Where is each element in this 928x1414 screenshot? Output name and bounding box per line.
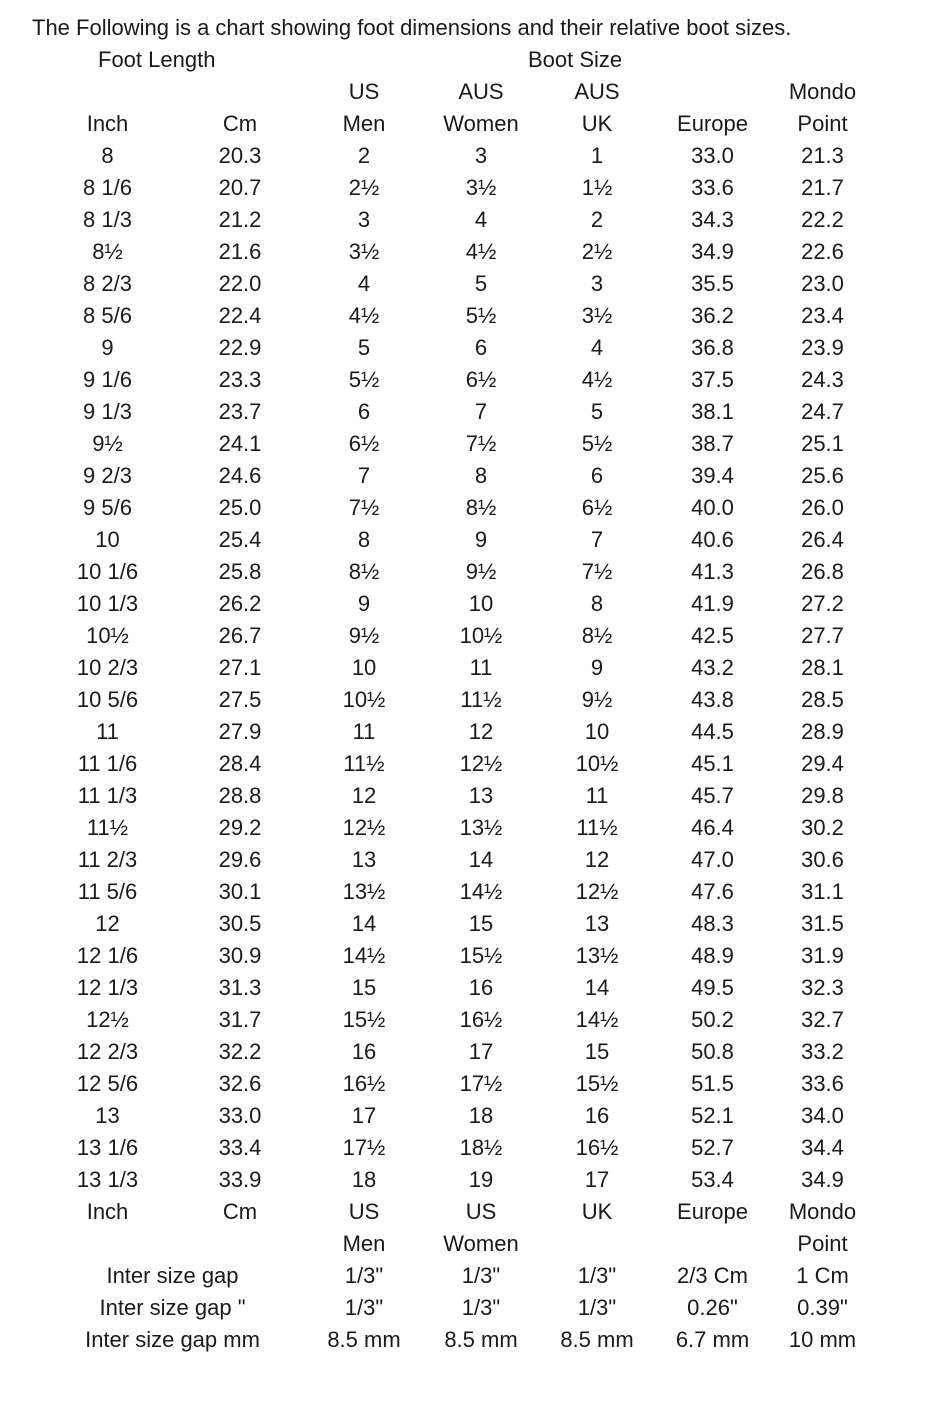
cell-inch: 12 1/6	[76, 943, 139, 968]
cell-inch: 9½	[92, 431, 123, 456]
cell-inch: 10 1/3	[76, 591, 139, 616]
cell-aus-uk: 7	[590, 527, 604, 552]
cell-us-men: 7	[357, 463, 371, 488]
cell-cm: 25.4	[218, 527, 262, 552]
cell-cm: 26.7	[218, 623, 262, 648]
cell-aus-women: 6	[474, 335, 488, 360]
cell-cm: 33.9	[218, 1167, 262, 1192]
cell-us-men: 4½	[348, 303, 380, 328]
cell-mondo-point: 32.7	[801, 1007, 844, 1032]
cell-aus-uk: 13½	[575, 943, 619, 968]
cell-mondo-point: 31.1	[801, 879, 844, 904]
cell-us-men: 6	[357, 399, 371, 424]
cell-cm: 22.0	[218, 271, 262, 296]
cell-mondo-point: 34.9	[801, 1167, 844, 1192]
gap-mondo-point: 10 mm	[788, 1327, 857, 1352]
cell-aus-women: 13	[468, 783, 494, 808]
header-aus-women: AUS	[458, 79, 504, 104]
footer-header-europe: Europe	[677, 1199, 748, 1224]
cell-inch: 9 2/3	[83, 463, 132, 488]
cell-europe: 43.8	[691, 687, 734, 712]
cell-mondo-point: 32.3	[801, 975, 844, 1000]
cell-aus-women: 5½	[465, 303, 497, 328]
cell-europe: 49.5	[691, 975, 734, 1000]
cell-aus-uk: 15	[584, 1039, 610, 1064]
cell-europe: 46.4	[691, 815, 734, 840]
cell-cm: 30.5	[218, 911, 262, 936]
cell-us-men: 4	[357, 271, 371, 296]
header-us-men: Men	[342, 111, 386, 136]
cell-europe: 43.2	[691, 655, 734, 680]
cell-aus-uk: 11	[585, 783, 609, 808]
cell-europe: 50.2	[691, 1007, 734, 1032]
cell-inch: 12 5/6	[76, 1071, 139, 1096]
cell-aus-women: 12½	[459, 751, 503, 776]
cell-mondo-point: 23.0	[801, 271, 844, 296]
cell-inch: 11 2/3	[77, 847, 138, 872]
gap-us-men: 1/3"	[344, 1263, 384, 1288]
gap-europe: 2/3 Cm	[677, 1263, 748, 1288]
cell-aus-women: 19	[468, 1167, 494, 1192]
cell-aus-uk: 9½	[581, 687, 613, 712]
cell-aus-uk: 8	[590, 591, 604, 616]
cell-us-men: 15	[351, 975, 377, 1000]
cell-us-men: 7½	[348, 495, 380, 520]
cell-mondo-point: 25.6	[801, 463, 844, 488]
cell-cm: 30.9	[218, 943, 262, 968]
cell-mondo-point: 23.4	[801, 303, 844, 328]
cell-mondo-point: 30.2	[801, 815, 844, 840]
cell-aus-women: 13½	[459, 815, 503, 840]
footer-header-aus-uk	[539, 1228, 655, 1260]
cell-aus-uk: 5½	[581, 431, 613, 456]
cell-europe: 41.3	[691, 559, 734, 584]
cell-cm: 27.5	[218, 687, 262, 712]
cell-cm: 27.9	[218, 719, 262, 744]
cell-inch: 8 2/3	[83, 271, 132, 296]
cell-europe: 37.5	[691, 367, 734, 392]
cell-cm: 24.1	[218, 431, 262, 456]
cell-us-men: 2½	[348, 175, 380, 200]
cell-mondo-point: 28.5	[801, 687, 844, 712]
cell-europe: 47.6	[691, 879, 734, 904]
header-mondo-point: Mondo	[788, 79, 857, 104]
cell-europe: 33.0	[691, 143, 734, 168]
footer-header-cm	[175, 1228, 305, 1260]
cell-cm: 24.6	[218, 463, 262, 488]
cell-us-men: 11	[352, 719, 376, 744]
cell-aus-women: 7	[474, 399, 488, 424]
footer-header-europe	[655, 1228, 770, 1260]
cell-us-men: 11½	[343, 751, 385, 776]
cell-aus-uk: 1½	[581, 175, 613, 200]
cell-europe: 39.4	[691, 463, 734, 488]
footer-header-cm: Cm	[222, 1199, 258, 1224]
cell-cm: 26.2	[218, 591, 262, 616]
cell-aus-women: 10	[468, 591, 494, 616]
gap-mondo-point: 0.39"	[797, 1295, 848, 1320]
gap-mondo-point: 1 Cm	[796, 1263, 849, 1288]
cell-us-men: 17	[351, 1103, 377, 1128]
cell-cm: 33.4	[218, 1135, 262, 1160]
cell-aus-uk: 14	[584, 975, 610, 1000]
footer-header-aus-uk: UK	[581, 1199, 613, 1224]
header-aus-women: Women	[443, 111, 519, 136]
cell-us-men: 14½	[342, 943, 386, 968]
cell-mondo-point: 22.2	[801, 207, 844, 232]
cell-europe: 50.8	[691, 1039, 734, 1064]
gap-aus-women: 1/3"	[461, 1263, 501, 1288]
cell-europe: 40.0	[691, 495, 734, 520]
cell-cm: 21.2	[218, 207, 262, 232]
cell-aus-uk: 16½	[575, 1135, 619, 1160]
cell-us-men: 5½	[348, 367, 380, 392]
gap-europe: 6.7 mm	[675, 1327, 750, 1352]
gap-aus-uk: 1/3"	[577, 1263, 617, 1288]
cell-aus-uk: 1	[590, 143, 604, 168]
cell-inch: 12 1/3	[76, 975, 139, 1000]
footer-header-inch	[40, 1228, 175, 1260]
cell-inch: 11 1/6	[77, 751, 138, 776]
cell-mondo-point: 33.2	[801, 1039, 844, 1064]
cell-cm: 28.4	[218, 751, 262, 776]
cell-mondo-point: 28.1	[801, 655, 844, 680]
cell-mondo-point: 24.7	[801, 399, 844, 424]
cell-inch: 8 5/6	[83, 303, 132, 328]
cell-europe: 44.5	[691, 719, 734, 744]
cell-europe: 36.8	[691, 335, 734, 360]
cell-inch: 12½	[86, 1007, 129, 1032]
cell-aus-uk: 13	[584, 911, 610, 936]
cell-cm: 31.7	[218, 1007, 262, 1032]
gap-europe: 0.26"	[687, 1295, 738, 1320]
cell-mondo-point: 31.5	[801, 911, 844, 936]
cell-aus-uk: 9	[590, 655, 604, 680]
cell-cm: 33.0	[218, 1103, 262, 1128]
cell-mondo-point: 30.6	[801, 847, 844, 872]
cell-europe: 34.3	[691, 207, 734, 232]
cell-inch: 10 5/6	[76, 687, 139, 712]
cell-aus-women: 8	[474, 463, 488, 488]
cell-europe: 52.1	[691, 1103, 734, 1128]
cell-aus-women: 8½	[465, 495, 497, 520]
cell-aus-uk: 2½	[581, 239, 613, 264]
cell-us-men: 3	[357, 207, 371, 232]
cell-mondo-point: 25.1	[801, 431, 844, 456]
cell-aus-uk: 16	[584, 1103, 610, 1128]
cell-inch: 10	[95, 527, 120, 552]
cell-europe: 42.5	[691, 623, 734, 648]
cell-inch: 9 1/3	[83, 399, 132, 424]
chart-intro: The Following is a chart showing foot dimensions and their relative boot sizes.	[32, 15, 792, 40]
cell-us-men: 16	[351, 1039, 377, 1064]
cell-inch: 11 1/3	[77, 783, 138, 808]
cell-europe: 48.3	[691, 911, 734, 936]
cell-aus-uk: 6	[590, 463, 604, 488]
header-europe: Europe	[677, 111, 748, 136]
cell-aus-uk: 4	[590, 335, 604, 360]
cell-mondo-point: 21.7	[801, 175, 844, 200]
cell-europe: 40.6	[691, 527, 734, 552]
cell-aus-women: 4	[474, 207, 488, 232]
cell-aus-uk: 6½	[581, 495, 613, 520]
header-cm: Cm	[222, 111, 258, 136]
cell-aus-women: 10½	[459, 623, 503, 648]
cell-mondo-point: 34.0	[801, 1103, 844, 1128]
cell-cm: 28.8	[218, 783, 262, 808]
cell-aus-uk: 15½	[575, 1071, 619, 1096]
cell-inch: 10 2/3	[76, 655, 139, 680]
header-aus-uk: AUS	[574, 79, 620, 104]
cell-mondo-point: 26.0	[801, 495, 844, 520]
cell-cm: 32.2	[218, 1039, 262, 1064]
cell-mondo-point: 34.4	[801, 1135, 844, 1160]
cell-us-men: 12½	[342, 815, 386, 840]
cell-mondo-point: 29.4	[801, 751, 844, 776]
cell-aus-uk: 14½	[575, 1007, 619, 1032]
cell-cm: 32.6	[218, 1071, 262, 1096]
header-inch: Inch	[86, 111, 129, 136]
cell-cm: 31.3	[218, 975, 262, 1000]
cell-aus-women: 16½	[459, 1007, 503, 1032]
cell-aus-uk: 8½	[581, 623, 613, 648]
cell-aus-uk: 17	[584, 1167, 610, 1192]
gap-label: Inter size gap	[106, 1263, 239, 1288]
cell-europe: 38.7	[691, 431, 734, 456]
cell-mondo-point: 26.4	[801, 527, 844, 552]
cell-cm: 20.3	[218, 143, 262, 168]
cell-aus-women: 4½	[465, 239, 497, 264]
gap-us-men: 1/3"	[344, 1295, 384, 1320]
cell-us-men: 2	[357, 143, 371, 168]
cell-inch: 8½	[92, 239, 123, 264]
foot-length-group-header: Foot Length	[98, 47, 216, 72]
footer-header-us-men: US	[348, 1199, 380, 1224]
cell-inch: 10½	[86, 623, 129, 648]
cell-europe: 52.7	[691, 1135, 734, 1160]
cell-cm: 20.7	[218, 175, 262, 200]
cell-inch: 12 2/3	[76, 1039, 139, 1064]
cell-aus-women: 12	[468, 719, 494, 744]
cell-inch: 11	[96, 719, 119, 744]
cell-cm: 21.6	[218, 239, 262, 264]
cell-us-men: 3½	[348, 239, 380, 264]
cell-europe: 48.9	[691, 943, 734, 968]
cell-mondo-point: 24.3	[801, 367, 844, 392]
cell-us-men: 15½	[342, 1007, 386, 1032]
footer-header-aus-women: Women	[443, 1231, 519, 1256]
cell-us-men: 8	[357, 527, 371, 552]
gap-aus-women: 1/3"	[461, 1295, 501, 1320]
cell-cm: 30.1	[218, 879, 262, 904]
cell-mondo-point: 33.6	[801, 1071, 844, 1096]
cell-europe: 45.1	[691, 751, 734, 776]
footer-header-mondo-point: Mondo	[788, 1199, 857, 1224]
cell-us-men: 18	[351, 1167, 377, 1192]
cell-aus-women: 5	[474, 271, 488, 296]
cell-europe: 47.0	[691, 847, 734, 872]
cell-us-men: 9	[357, 591, 371, 616]
cell-mondo-point: 26.8	[801, 559, 844, 584]
cell-aus-women: 15½	[459, 943, 503, 968]
cell-mondo-point: 27.7	[801, 623, 844, 648]
header-mondo-point: Point	[797, 111, 848, 136]
cell-inch: 8 1/3	[83, 207, 132, 232]
cell-inch: 11 5/6	[77, 879, 138, 904]
cell-cm: 29.2	[218, 815, 262, 840]
cell-inch: 9 5/6	[83, 495, 132, 520]
cell-aus-uk: 12	[584, 847, 610, 872]
cell-mondo-point: 21.3	[801, 143, 844, 168]
cell-cm: 22.9	[218, 335, 262, 360]
cell-europe: 45.7	[691, 783, 734, 808]
cell-aus-women: 11	[469, 655, 493, 680]
gap-label: Inter size gap "	[99, 1295, 246, 1320]
cell-europe: 35.5	[691, 271, 734, 296]
cell-inch: 8	[101, 143, 114, 168]
cell-aus-women: 15	[468, 911, 494, 936]
cell-cm: 23.7	[218, 399, 262, 424]
cell-us-men: 14	[351, 911, 377, 936]
cell-europe: 33.6	[691, 175, 734, 200]
cell-inch: 13 1/3	[76, 1167, 139, 1192]
cell-aus-women: 3	[474, 143, 488, 168]
cell-cm: 25.0	[218, 495, 262, 520]
footer-header-mondo-point: Point	[797, 1231, 848, 1256]
cell-aus-uk: 10	[584, 719, 610, 744]
cell-aus-uk: 11½	[576, 815, 618, 840]
cell-inch: 9 1/6	[83, 367, 132, 392]
footer-header-aus-women: US	[465, 1199, 497, 1224]
cell-inch: 13	[95, 1103, 120, 1128]
cell-cm: 29.6	[218, 847, 262, 872]
header-aus-uk: UK	[581, 111, 613, 136]
cell-inch: 12	[95, 911, 120, 936]
cell-mondo-point: 31.9	[801, 943, 844, 968]
cell-mondo-point: 27.2	[801, 591, 844, 616]
cell-us-men: 10	[351, 655, 377, 680]
cell-aus-uk: 3	[590, 271, 604, 296]
cell-us-men: 9½	[348, 623, 380, 648]
cell-mondo-point: 22.6	[801, 239, 844, 264]
cell-cm: 27.1	[218, 655, 262, 680]
cell-aus-uk: 4½	[581, 367, 613, 392]
header-cm	[175, 76, 305, 108]
gap-aus-uk: 8.5 mm	[560, 1327, 634, 1352]
cell-europe: 51.5	[691, 1071, 734, 1096]
gap-us-men: 8.5 mm	[327, 1327, 401, 1352]
cell-aus-women: 18	[468, 1103, 494, 1128]
cell-aus-women: 9	[474, 527, 488, 552]
footer-header-us-men: Men	[342, 1231, 386, 1256]
cell-us-men: 17½	[342, 1135, 386, 1160]
cell-cm: 25.8	[218, 559, 262, 584]
cell-inch: 13 1/6	[76, 1135, 139, 1160]
gap-aus-uk: 1/3"	[577, 1295, 617, 1320]
cell-aus-women: 3½	[465, 175, 497, 200]
cell-aus-women: 11½	[460, 687, 502, 712]
cell-aus-women: 17	[468, 1039, 494, 1064]
cell-aus-women: 6½	[465, 367, 497, 392]
size-table	[40, 76, 875, 1356]
cell-aus-uk: 12½	[575, 879, 619, 904]
cell-cm: 23.3	[218, 367, 262, 392]
cell-europe: 41.9	[691, 591, 734, 616]
header-inch	[40, 76, 175, 108]
cell-aus-women: 17½	[459, 1071, 503, 1096]
cell-cm: 22.4	[218, 303, 262, 328]
cell-europe: 36.2	[691, 303, 734, 328]
cell-aus-uk: 7½	[581, 559, 613, 584]
cell-us-men: 10½	[342, 687, 386, 712]
cell-europe: 34.9	[691, 239, 734, 264]
header-europe	[655, 76, 770, 108]
cell-aus-women: 9½	[465, 559, 497, 584]
cell-us-men: 16½	[342, 1071, 386, 1096]
cell-europe: 53.4	[691, 1167, 734, 1192]
cell-aus-women: 18½	[459, 1135, 503, 1160]
cell-us-men: 13½	[342, 879, 386, 904]
cell-us-men: 13	[351, 847, 377, 872]
header-us-men: US	[348, 79, 380, 104]
cell-us-men: 8½	[348, 559, 380, 584]
cell-us-men: 12	[351, 783, 377, 808]
cell-aus-women: 7½	[465, 431, 497, 456]
gap-aus-women: 8.5 mm	[444, 1327, 518, 1352]
gap-label: Inter size gap mm	[85, 1327, 260, 1352]
cell-mondo-point: 29.8	[801, 783, 844, 808]
boot-size-group-header: Boot Size	[528, 47, 623, 72]
cell-aus-uk: 10½	[575, 751, 619, 776]
cell-mondo-point: 23.9	[801, 335, 844, 360]
footer-header-inch: Inch	[86, 1199, 129, 1224]
cell-mondo-point: 28.9	[801, 719, 844, 744]
cell-aus-uk: 3½	[581, 303, 613, 328]
cell-inch: 8 1/6	[83, 175, 132, 200]
cell-inch: 11½	[86, 815, 129, 840]
cell-aus-women: 16	[468, 975, 494, 1000]
cell-us-men: 6½	[348, 431, 380, 456]
cell-aus-uk: 2	[590, 207, 604, 232]
cell-us-men: 5	[357, 335, 371, 360]
cell-aus-women: 14½	[459, 879, 503, 904]
cell-aus-women: 14	[468, 847, 494, 872]
cell-inch: 9	[101, 335, 114, 360]
cell-aus-uk: 5	[590, 399, 604, 424]
cell-europe: 38.1	[691, 399, 734, 424]
cell-inch: 10 1/6	[76, 559, 139, 584]
